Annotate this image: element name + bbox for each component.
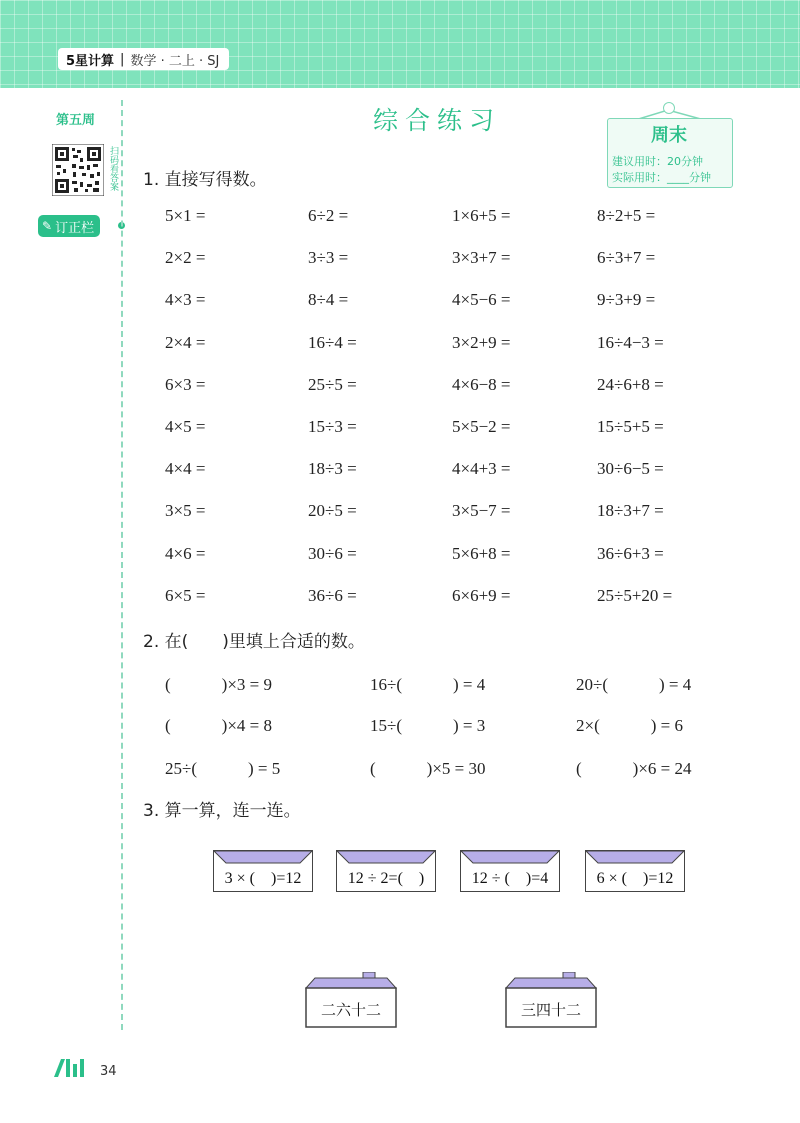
fill-blank-problem[interactable]: 2×( ) = 6 bbox=[576, 716, 683, 735]
math-problem: 3÷3 = bbox=[308, 248, 349, 268]
envelope-expression: 3 × ( )=12 bbox=[224, 870, 302, 887]
publisher-logo-icon bbox=[46, 1055, 94, 1079]
fill-blank-problem[interactable]: ( )×6 = 24 bbox=[576, 759, 692, 778]
envelope-4[interactable] bbox=[585, 850, 685, 892]
fill-blank-problem[interactable]: 16÷( ) = 4 bbox=[370, 675, 486, 694]
math-problem: 20÷5 = bbox=[308, 501, 357, 521]
series-label bbox=[58, 48, 229, 70]
math-problem: 3×5 = bbox=[165, 501, 206, 521]
math-problem: 18÷3+7 = bbox=[597, 501, 664, 521]
math-problem: 8÷4 = bbox=[308, 290, 349, 310]
math-problem: 25÷5 = bbox=[308, 374, 357, 394]
math-problem: 24÷6+8 = bbox=[597, 374, 664, 394]
fill-blank-problem[interactable]: 15÷( ) = 3 bbox=[370, 716, 486, 735]
house-label: 三四十二 bbox=[520, 1001, 581, 1019]
math-problem: 16÷4 = bbox=[308, 332, 357, 352]
series-name: 5星计算 bbox=[66, 53, 115, 69]
math-problem: 3×5−7 = bbox=[452, 501, 511, 521]
qr-code-icon[interactable] bbox=[52, 144, 104, 196]
math-problem: 15÷5+5 = bbox=[597, 417, 664, 436]
header-band bbox=[0, 0, 800, 88]
section1-heading: 1. 直接写得数。 bbox=[143, 170, 267, 190]
envelope-expression: 6 × ( )=12 bbox=[596, 870, 674, 887]
math-problem: 4×4+3 = bbox=[452, 459, 511, 479]
math-problem: 30÷6−5 = bbox=[597, 459, 664, 479]
margin-divider bbox=[121, 100, 123, 1030]
subject-label: 数学 · 二上 · SJ bbox=[130, 53, 220, 69]
tag-hook-icon bbox=[663, 102, 675, 114]
fill-blank-problem[interactable]: ( )×3 = 9 bbox=[165, 675, 272, 694]
math-problem: 6×5 = bbox=[165, 585, 206, 605]
envelope-flap-icon bbox=[586, 851, 684, 865]
math-problem: 3×3+7 = bbox=[452, 248, 511, 268]
math-problem: 36÷6+3 = bbox=[597, 543, 664, 563]
math-problem: 3×2+9 = bbox=[452, 332, 511, 352]
envelope-1[interactable] bbox=[213, 850, 313, 892]
house-1[interactable] bbox=[305, 972, 397, 1028]
envelope-flap-icon bbox=[214, 851, 312, 865]
week-label: 第五周 bbox=[56, 113, 96, 128]
math-problem: 36÷6 = bbox=[308, 585, 357, 605]
math-problem: 6÷3+7 = bbox=[597, 248, 656, 268]
fill-blank-problem[interactable]: 25÷( ) = 5 bbox=[165, 759, 281, 778]
math-problem: 4×6−8 = bbox=[452, 374, 511, 394]
math-problem: 9÷3+9 = bbox=[597, 290, 656, 310]
math-problem: 25÷5+20 = bbox=[597, 585, 673, 605]
math-problem: 5×5−2 = bbox=[452, 417, 511, 436]
series-separator: | bbox=[120, 51, 125, 67]
math-problem: 30÷6 = bbox=[308, 543, 357, 563]
correction-label: 订正栏 bbox=[55, 220, 95, 236]
math-problem: 6×3 = bbox=[165, 374, 206, 394]
suggested-time: 建议用时：20分钟 bbox=[612, 155, 703, 168]
envelope-2[interactable] bbox=[336, 850, 436, 892]
envelope-flap-icon bbox=[461, 851, 559, 865]
actual-time: 实际用时：____分钟 bbox=[612, 171, 711, 184]
math-problem: 2×2 = bbox=[165, 248, 206, 268]
math-problem: 6÷2 = bbox=[308, 206, 349, 225]
math-problem: 4×4 = bbox=[165, 459, 206, 479]
envelope-expression: 12 ÷ ( )=4 bbox=[471, 870, 549, 887]
math-problem: 8÷2+5 = bbox=[597, 206, 656, 225]
math-problem: 18÷3 = bbox=[308, 459, 357, 479]
page-title: 综合练习 bbox=[373, 106, 502, 135]
math-problem: 4×5 = bbox=[165, 417, 206, 436]
math-problem: 6×6+9 = bbox=[452, 585, 511, 605]
math-problem: 4×6 = bbox=[165, 543, 206, 563]
weekend-tag-title: 周末 bbox=[651, 125, 687, 146]
fill-blank-problem[interactable]: ( )×5 = 30 bbox=[370, 759, 486, 778]
math-problem: 5×6+8 = bbox=[452, 543, 511, 563]
envelope-3[interactable] bbox=[460, 850, 560, 892]
house-2[interactable] bbox=[505, 972, 597, 1028]
envelope-expression: 12 ÷ 2=( ) bbox=[347, 870, 425, 887]
math-problem: 4×5−6 = bbox=[452, 290, 511, 310]
house-label: 二六十二 bbox=[320, 1001, 381, 1019]
pencil-icon: ✎ bbox=[42, 219, 53, 233]
math-problem: 16÷4−3 = bbox=[597, 332, 664, 352]
fill-blank-problem[interactable]: ( )×4 = 8 bbox=[165, 716, 272, 735]
fill-blank-problem[interactable]: 20÷( ) = 4 bbox=[576, 675, 692, 694]
math-problem: 1×6+5 = bbox=[452, 206, 511, 225]
qr-caption: 扫码看答案 bbox=[108, 146, 118, 191]
math-problem: 2×4 = bbox=[165, 332, 206, 352]
math-problem: 4×3 = bbox=[165, 290, 206, 310]
section2-heading: 2. 在( )里填上合适的数。 bbox=[143, 632, 365, 652]
section3-heading: 3. 算一算，连一连。 bbox=[143, 801, 301, 821]
correction-badge bbox=[38, 215, 100, 237]
envelope-flap-icon bbox=[337, 851, 435, 865]
math-problem: 15÷3 = bbox=[308, 417, 357, 436]
page-number: 34 bbox=[100, 1064, 117, 1079]
math-problem: 5×1 = bbox=[165, 206, 206, 225]
